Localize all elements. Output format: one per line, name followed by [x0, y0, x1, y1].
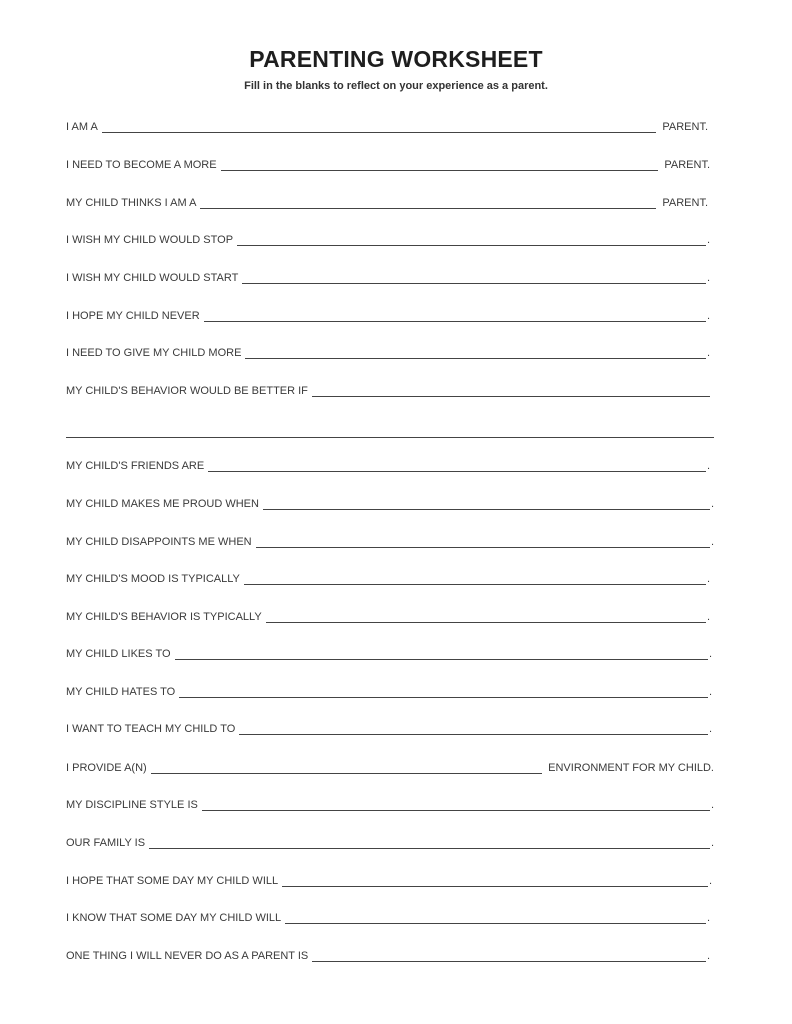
answer-blank[interactable]: [202, 799, 710, 811]
prompt-suffix: .: [706, 234, 710, 246]
prompt-label: ONE THING I WILL NEVER DO AS A PARENT IS: [66, 950, 309, 962]
prompt-suffix: .: [708, 723, 712, 735]
page-title: PARENTING WORKSHEET: [249, 46, 543, 72]
answer-blank[interactable]: [244, 573, 706, 585]
prompt-label: I PROVIDE A(N): [66, 762, 147, 774]
prompt-row-15: [66, 686, 712, 699]
prompt-row-4: [66, 234, 710, 247]
prompt-suffix: .: [706, 272, 710, 284]
answer-blank[interactable]: [151, 762, 542, 774]
prompt-label: MY CHILD HATES TO: [66, 686, 176, 698]
prompt-label: I HOPE THAT SOME DAY MY CHILD WILL: [66, 875, 279, 887]
answer-blank[interactable]: [204, 310, 706, 322]
prompt-suffix: .: [706, 460, 710, 472]
prompt-row-11: [66, 536, 714, 549]
prompt-suffix: ENVIRONMENT FOR MY CHILD.: [548, 762, 714, 774]
prompt-row-14: [66, 648, 712, 661]
answer-blank[interactable]: [179, 686, 708, 698]
answer-blank[interactable]: [245, 347, 706, 359]
prompt-suffix: PARENT.: [664, 159, 710, 171]
prompt-suffix: .: [706, 347, 710, 359]
answer-blank[interactable]: [256, 536, 710, 548]
prompt-label: I HOPE MY CHILD NEVER: [66, 310, 200, 322]
prompt-row-22: [66, 950, 710, 963]
prompt-suffix: .: [710, 837, 714, 849]
answer-blank[interactable]: [312, 950, 706, 962]
prompt-suffix: PARENT.: [662, 121, 708, 133]
prompt-suffix: .: [706, 611, 710, 623]
answer-blank-continuation[interactable]: [66, 437, 714, 438]
prompt-row-2: [66, 159, 710, 172]
prompt-row-5: [66, 272, 710, 285]
prompt-label: I NEED TO BECOME A MORE: [66, 159, 217, 171]
answer-blank[interactable]: [312, 385, 710, 397]
prompt-label: MY CHILD'S FRIENDS ARE: [66, 460, 205, 472]
prompt-label: I WISH MY CHILD WOULD START: [66, 272, 239, 284]
answer-blank[interactable]: [239, 723, 708, 735]
prompt-row-17: [66, 762, 714, 775]
prompt-row-1: [66, 121, 708, 134]
prompt-row-6: [66, 310, 710, 323]
prompt-row-21: [66, 912, 710, 925]
prompt-label: MY CHILD DISAPPOINTS ME WHEN: [66, 536, 252, 548]
prompt-suffix: .: [708, 875, 712, 887]
answer-blank[interactable]: [266, 611, 706, 623]
prompt-suffix: .: [706, 950, 710, 962]
answer-blank[interactable]: [221, 159, 659, 171]
prompt-suffix: .: [706, 573, 710, 585]
prompt-suffix: PARENT.: [662, 197, 708, 209]
answer-blank[interactable]: [200, 197, 656, 209]
prompt-label: MY CHILD THINKS I AM A: [66, 197, 197, 209]
prompt-label: I NEED TO GIVE MY CHILD MORE: [66, 347, 242, 359]
prompt-label: MY CHILD'S MOOD IS TYPICALLY: [66, 573, 240, 585]
prompt-row-12: [66, 573, 710, 586]
prompt-row-9: [66, 460, 710, 473]
prompt-row-19: [66, 837, 714, 850]
prompt-label: I AM A: [66, 121, 98, 133]
prompt-label: MY CHILD LIKES TO: [66, 648, 171, 660]
prompt-label: MY CHILD'S BEHAVIOR WOULD BE BETTER IF: [66, 385, 308, 397]
prompt-suffix: .: [710, 536, 714, 548]
prompt-label: I WISH MY CHILD WOULD STOP: [66, 234, 234, 246]
prompt-row-8: [66, 385, 710, 398]
prompt-suffix: .: [708, 648, 712, 660]
answer-blank[interactable]: [208, 460, 706, 472]
prompt-label: I KNOW THAT SOME DAY MY CHILD WILL: [66, 912, 282, 924]
page-subtitle: Fill in the blanks to reflect on your experience as a parent.: [244, 80, 548, 92]
answer-blank[interactable]: [149, 837, 710, 849]
prompt-suffix: .: [706, 912, 710, 924]
prompt-suffix: .: [708, 686, 712, 698]
answer-blank[interactable]: [242, 272, 706, 284]
prompt-row-20: [66, 875, 712, 888]
prompt-row-16: [66, 723, 712, 736]
prompt-row-18: [66, 799, 714, 812]
prompt-row-7: [66, 347, 710, 360]
answer-blank[interactable]: [282, 875, 708, 887]
prompt-label: MY CHILD MAKES ME PROUD WHEN: [66, 498, 259, 510]
prompt-label: I WANT TO TEACH MY CHILD TO: [66, 723, 236, 735]
prompt-row-10: [66, 498, 714, 511]
prompt-label: MY DISCIPLINE STYLE IS: [66, 799, 198, 811]
prompt-label: OUR FAMILY IS: [66, 837, 146, 849]
answer-blank[interactable]: [102, 121, 657, 133]
prompt-suffix: .: [710, 799, 714, 811]
prompt-label: MY CHILD'S BEHAVIOR IS TYPICALLY: [66, 611, 262, 623]
answer-blank[interactable]: [285, 912, 706, 924]
prompt-suffix: .: [706, 310, 710, 322]
prompt-row-3: [66, 197, 708, 210]
answer-blank[interactable]: [175, 648, 708, 660]
answer-blank[interactable]: [263, 498, 710, 510]
prompt-row-13: [66, 611, 710, 624]
answer-blank[interactable]: [237, 234, 706, 246]
prompt-suffix: .: [710, 498, 714, 510]
